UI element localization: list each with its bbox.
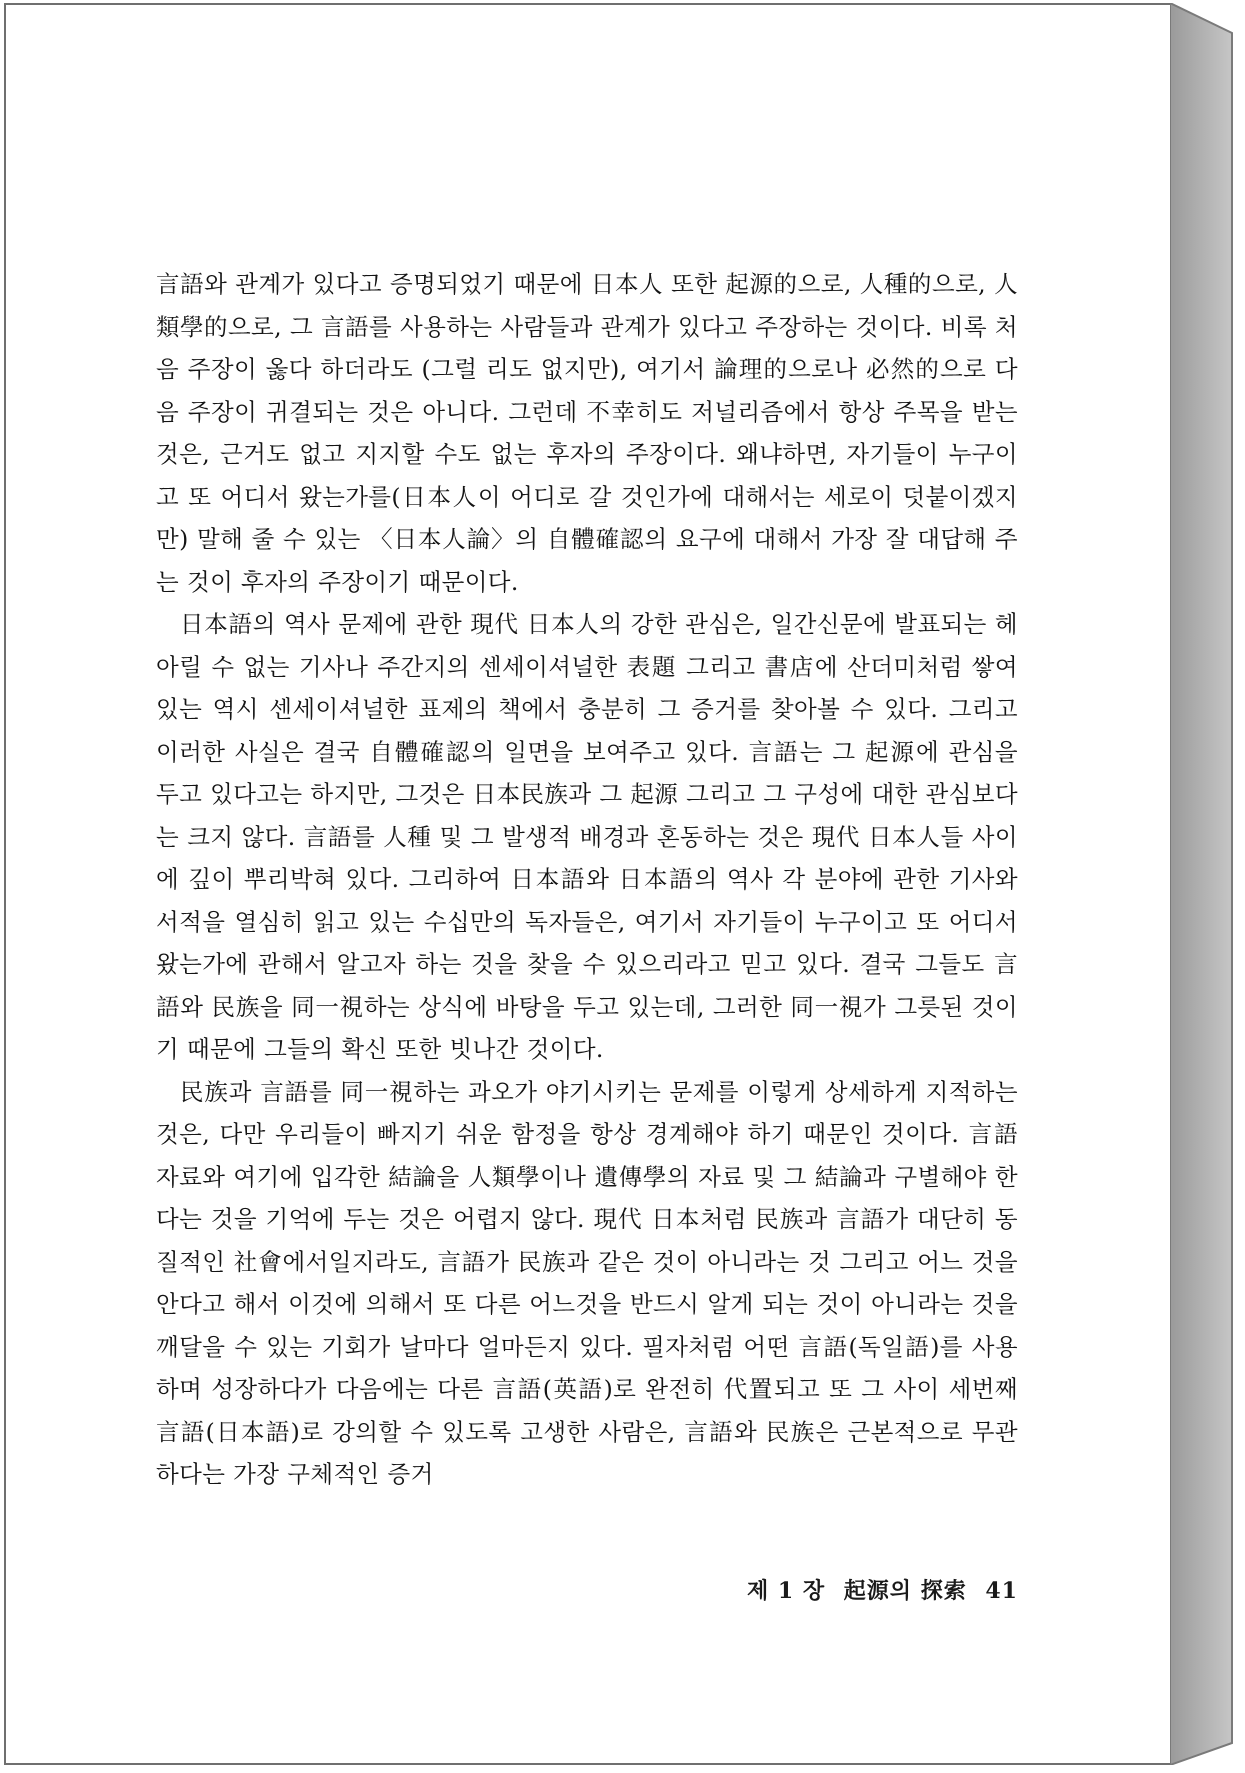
- paragraph: 言語와 관계가 있다고 증명되었기 때문에 日本人 또한 起源的으로, 人種的으로, 人類學的으로, 그 言語를 사용하는 사람들과 관계가 있다고 주장하는 것이다. 비록 처음 주장이 옳다 하더라도 (그럴 리도 없지만), 여기서 論理的으로나 必然的으로 다음 주장이 귀결되는 것은 아니다. 그런데 不幸히도 저널리즘에서 항상 주목을 받는 것은, 근거도 없고 지지할 수도 없는 후자의 주장이다. 왜냐하면, 자기들이 누구이고 또 어디서 왔는가를(日本人이 어디로 갈 것인가에 대해서는 세로이 덧붙이겠지만) 말해 줄 수 있는 〈日本人論〉의 自體確認의 요구에 대해서 가장 잘 대답해 주는 것이 후자의 주장이기 때문이다.: [156, 270, 1018, 596]
- book-edge: [1170, 3, 1240, 1765]
- running-footer: [726, 1574, 1018, 1605]
- paragraph: 民族과 言語를 同一視하는 과오가 야기시키는 문제를 이렇게 상세하게 지적하는 것은, 다만 우리들이 빠지기 쉬운 함정을 항상 경계해야 하기 때문인 것이다. 言語자료와 여기에 입각한 結論을 人類學이나 遺傳學의 자료 및 그 結論과 구별해야 한다는 것을 기억에 두는 것은 어렵지 않다. 現代 日本처럼 民族과 言語가 대단히 동질적인 社會에서일지라도, 言語가 民族과 같은 것이 아니라는 것 그리고 어느 것을 안다고 해서 이것에 의해서 또 다른 어느것을 반드시 알게 되는 것이 아니라는 것을 깨달을 수 있는 기회가 날마다 얼마든지 있다. 필자처럼 어떤 言語(독일語)를 사용하며 성장하다가 다음에는 다른 言語(英語)로 완전히 代置되고 또 그 사이 세번째 言語(日本語)로 강의할 수 있도록 고생한 사람은, 言語와 民族은 근본적으로 무관하다는 가장 구체적인 증거: [156, 1077, 1018, 1488]
- page-number: 41: [985, 1578, 1018, 1604]
- book-page: [4, 3, 1172, 1765]
- body-text: [156, 263, 1018, 1496]
- paragraph: 日本語의 역사 문제에 관한 現代 日本人의 강한 관심은, 일간신문에 발표되는 헤아릴 수 없는 기사나 주간지의 센세이셔널한 表題 그리고 書店에 산더미처럼 쌓여 있는 역시 센세이셔널한 표제의 책에서 충분히 그 증거를 찾아볼 수 있다. 그리고 이러한 사실은 결국 自體確認의 일면을 보여주고 있다. 言語는 그 起源에 관심을 두고 있다고는 하지만, 그것은 日本民族과 그 起源 그리고 그 구성에 대한 관심보다는 크지 않다. 言語를 人種 및 그 발생적 배경과 혼동하는 것은 現代 日本人들 사이에 깊이 뿌리박혀 있다. 그리하여 日本語와 日本語의 역사 각 분야에 관한 기사와 서적을 열심히 읽고 있는 수십만의 독자들은, 여기서 자기들이 누구이고 또 어디서 왔는가에 관해서 알고자 하는 것을 찾을 수 있으리라고 믿고 있다. 결국 그들도 言語와 民族을 同一視하는 상식에 바탕을 두고 있는데, 그러한 同一視가 그릇된 것이기 때문에 그들의 확신 또한 빗나간 것이다.: [156, 610, 1018, 1063]
- chapter-title: 起源의 探索: [843, 1578, 967, 1604]
- chapter-label: 제 1 장: [746, 1578, 826, 1604]
